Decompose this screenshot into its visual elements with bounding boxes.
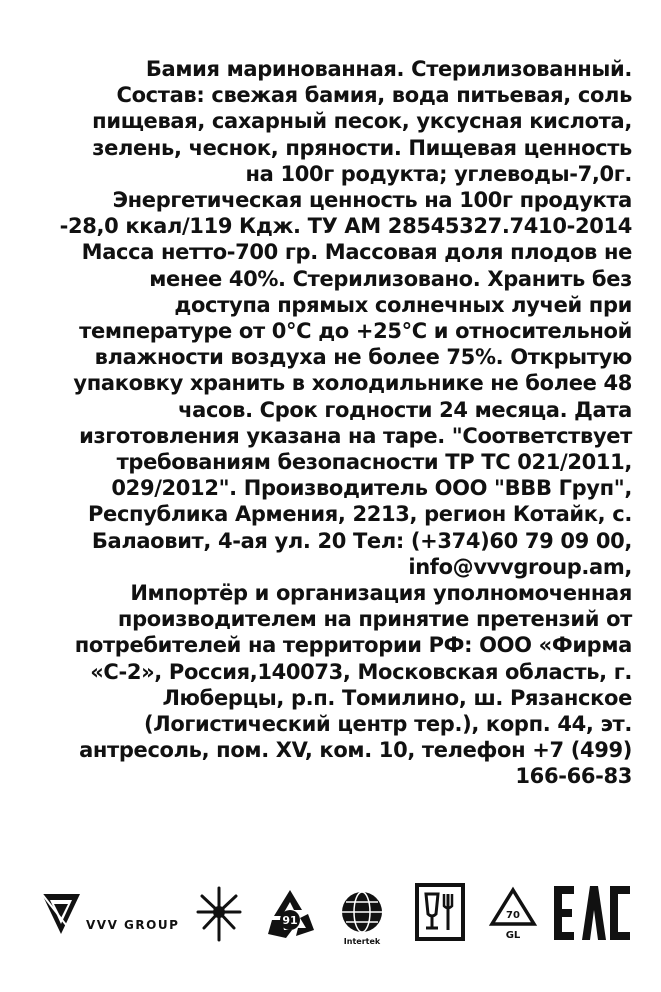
label-line: менее 40%. Стерилизовано. Хранить без	[149, 266, 632, 291]
label-line: (Логистический центр тер.), корп. 44, эт.	[144, 712, 632, 737]
label-line: 029/2012". Производитель ООО "ВВВ Груп",	[111, 476, 632, 501]
eac-mark	[552, 880, 632, 950]
label-line: доступа прямых солнечных лучей при	[174, 292, 632, 317]
label-line: требованиям безопасности ТР ТС 021/2011,	[116, 450, 632, 475]
label-line: антресоль, пом. XV, ком. 10, телефон +7 (499)	[79, 738, 632, 763]
fragile-icon	[196, 884, 242, 948]
label-line: температуре от 0°С до +25°С и относительной	[79, 319, 632, 344]
label-line: Энергетическая ценность на 100г продукта	[112, 188, 632, 213]
vvv-group-logo-mark-icon	[40, 884, 82, 940]
glass-recycle-icon	[486, 884, 540, 946]
certification-logos	[40, 874, 640, 954]
label-line: Импортёр и организация уполномоченная	[130, 581, 632, 606]
label-line: -28,0 ккал/119 Кдж. ТУ АМ 28545327.7410-2014	[59, 214, 632, 239]
vvv-group-text: VVV GROUP	[86, 918, 180, 932]
label-line: пищевая, сахарный песок, уксусная кислота,	[92, 109, 632, 134]
label-line: производителем на принятие претензий от	[117, 607, 632, 632]
label-line: часов. Срок годности 24 месяца. Дата	[178, 397, 632, 422]
intertek-text: Intertek	[343, 937, 381, 946]
label-line: Масса нетто-700 гр. Массовая доля плодов не	[81, 240, 632, 265]
food-safe-icon	[414, 882, 466, 946]
label-line: Республика Армения, 2213, регион Котайк, с.	[88, 502, 632, 527]
label-line: изготовления указана на таре. "Соответствует	[79, 423, 632, 448]
product-label-text	[14, 56, 632, 790]
label-line: на 100г родукта; углеводы-7,0г.	[245, 161, 632, 186]
label-line: потребителей на территории РФ: ООО «Фирма	[74, 633, 632, 658]
label-line: «С-2», Россия,140073, Московская область, г.	[90, 659, 632, 684]
recycle-number: 91	[282, 914, 298, 927]
label-line: зелень, чеснок, пряности. Пищевая ценность	[92, 135, 632, 160]
label-line: Балаовит, 4-ая ул. 20 Тел: (+374)60 79 09 00,	[91, 528, 632, 553]
label-line: 166-66-83	[515, 764, 632, 789]
label-line: info@vvvgroup.am,	[408, 554, 632, 579]
label-line: Люберцы, р.п. Томилино, ш. Рязанское	[162, 685, 632, 710]
label-line: Состав: свежая бамия, вода питьевая, соль	[116, 83, 632, 108]
label-line: упаковку хранить в холодильнике не более 48	[73, 371, 632, 396]
gl-number: 70	[506, 910, 520, 921]
label-line: влажности воздуха не более 75%. Открытую	[94, 345, 632, 370]
vvv-group-logo	[40, 884, 180, 944]
gl-text: GL	[505, 930, 521, 941]
label-line: Бамия маринованная. Стерилизованный.	[145, 57, 632, 81]
intertek-globe-icon	[336, 888, 388, 952]
recycle-icon	[262, 886, 318, 946]
